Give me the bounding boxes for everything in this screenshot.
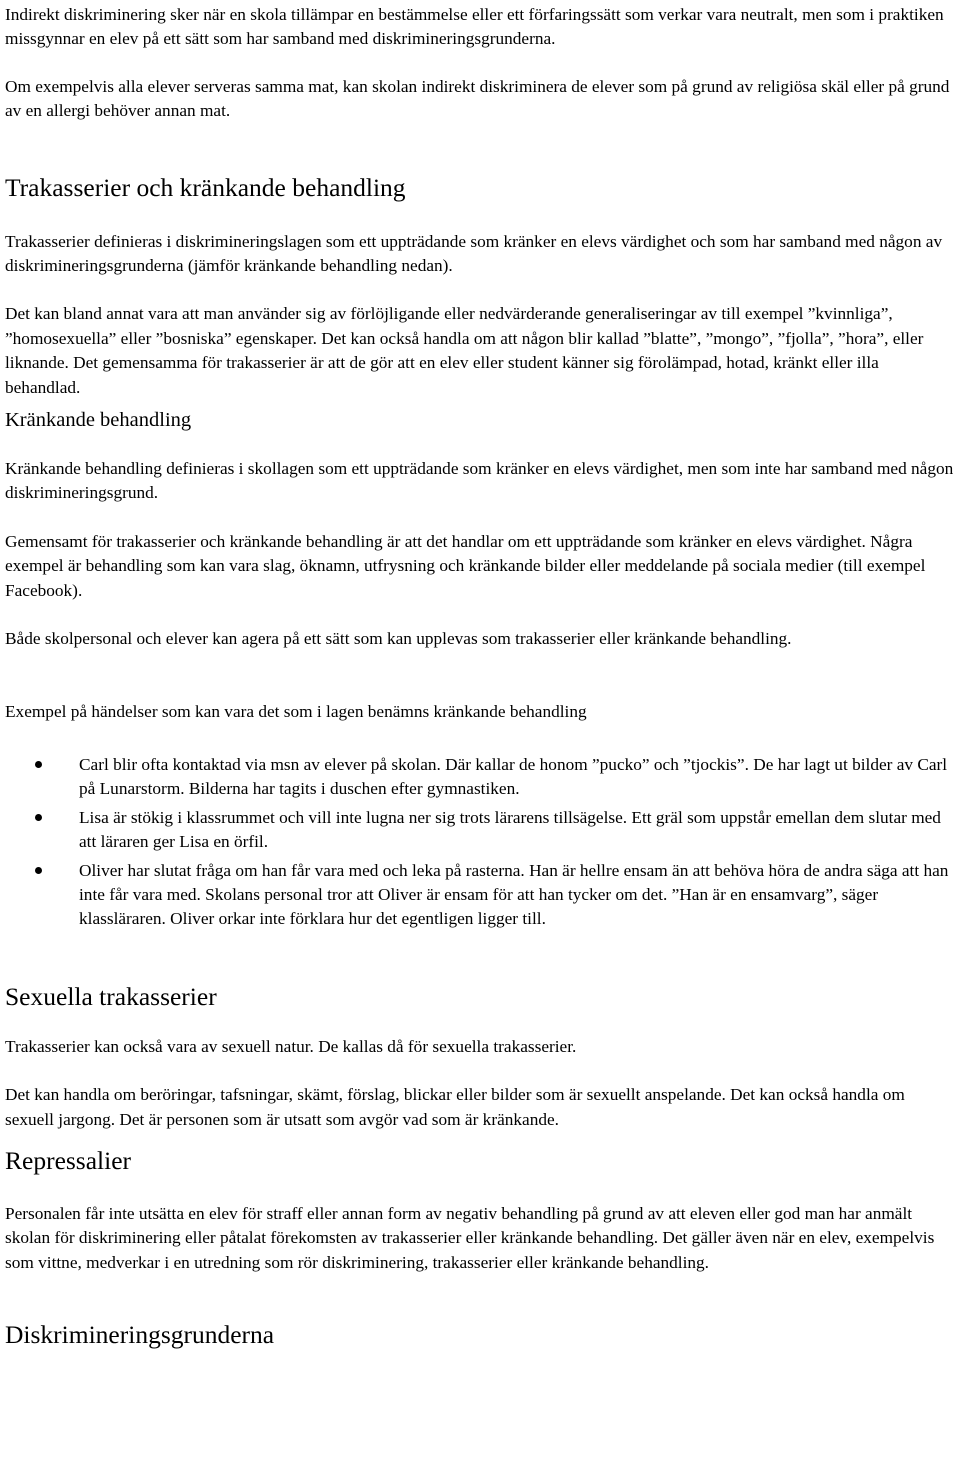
bullet-icon — [35, 761, 42, 768]
document-page — [5, 0, 957, 1350]
paragraph-indirect-discrimination: Indirekt diskriminering sker när en skola tillämpar en bestämmelse eller ett förfaringssätt som verkar vara neutralt, men som i praktiken missgynnar en elev på ett sätt som har samband med diskrimineringsgrunderna. — [5, 5, 944, 49]
heading-trakasserier: Trakasserier och kränkande behandling — [5, 172, 406, 202]
paragraph-repressalier: Personalen får inte utsätta en elev för straff eller annan form av negativ behandling på grund av att eleven eller god man har anmält skolan för diskriminering eller påtalat förekomsten av trakasserier eller kränkande behandling. Det gäller även när en elev, exempelvis som vittne, medverkar i en utredning som rör diskriminering, trakasserier eller kränkande behandling. — [5, 1203, 935, 1272]
list-item-text: Lisa är stökig i klassrummet och vill inte lugna ner sig trots lärarens tillsägelse. Ett gräl som uppstår emellan dem slutar med att läraren ger Lisa en örfil. — [79, 807, 941, 852]
bullet-icon — [35, 867, 42, 874]
list-item-text: Carl blir ofta kontaktad via msn av elever på skolan. Där kallar de honom ”pucko” och ”tjockis”. De har lagt ut bilder av Carl på Lunarstorm. Bilderna har tagits i duschen efter gymnastiken. — [79, 754, 948, 799]
paragraph-krankande-definition: Kränkande behandling definieras i skollagen som ett uppträdande som kränker en elevs värdighet, men som inte har samband med någon diskrimineringsgrund. — [5, 459, 954, 503]
list-item — [5, 753, 957, 802]
paragraph-sexuella-examples: Det kan handla om beröringar, tafsningar, skämt, förslag, blickar eller bilder som är sexuellt anspelande. Det kan också handla om sexuell jargong. Det är personen som är utsatt som avgör vad som är kränkande. — [5, 1085, 905, 1129]
list-item-text: Oliver har slutat fråga om han får vara med och leka på rasterna. Han är hellre ensam än att behöva höra de andra säga att han inte får vara med. Skolans personal tror att Oliver är ensam för att han tycker om det. ”Han är en ensamvarg”, säger klassläraren. Oliver orkar inte förklara hur det egentligen ligger till. — [79, 860, 949, 929]
list-item — [5, 859, 957, 932]
heading-diskrimineringsgrunderna: Diskrimineringsgrunderna — [5, 1320, 275, 1350]
heading-repressalier: Repressalier — [5, 1145, 132, 1175]
list-item — [5, 806, 957, 855]
examples-list — [5, 753, 957, 932]
paragraph-trakasserier-examples: Det kan bland annat vara att man använder sig av förlöjligande eller nedvärderande generaliseringar av till exempel ”kvinnliga”, ”homosexuella” eller ”bosniska” egenskaper. Det kan också handla om att någon blir kallad ”blatte”, ”mongo”, ”fjolla”, ”hora”, eller liknande. Det gemensamma för trakasserier är att de gör att en elev eller student känner sig förolämpad, hotad, kränkt eller illa behandlad. — [5, 304, 924, 397]
paragraph-examples-intro: Exempel på händelser som kan vara det som i lagen benämns kränkande behandling — [5, 701, 587, 721]
bullet-icon — [35, 814, 42, 821]
paragraph-sexuella-definition: Trakasserier kan också vara av sexuell natur. De kallas då för sexuella trakasserier. — [5, 1036, 577, 1056]
paragraph-trakasserier-definition: Trakasserier definieras i diskrimineringslagen som ett uppträdande som kränker en elevs värdighet och som har samband med någon av diskrimineringsgrunderna (jämför kränkande behandling nedan). — [5, 231, 943, 276]
paragraph-krankande-actors: Både skolpersonal och elever kan agera på ett sätt som kan upplevas som trakasserier eller kränkande behandling. — [5, 629, 792, 649]
paragraph-krankande-common: Gemensamt för trakasserier och kränkande behandling är att det handlar om ett uppträdande som kränker en elevs värdighet. Några exempel är behandling som kan vara slag, öknamn, utfrysning och kränkande bilder eller meddelande på sociala medier (till exempel Facebook). — [5, 531, 926, 600]
heading-sexuella-trakasserier: Sexuella trakasserier — [5, 981, 217, 1011]
heading-krankande-behandling: Kränkande behandling — [5, 409, 192, 432]
paragraph-indirect-example: Om exempelvis alla elever serveras samma mat, kan skolan indirekt diskriminera de elever som på grund av religiösa skäl eller på grund av en allergi behöver annan mat. — [5, 76, 950, 121]
